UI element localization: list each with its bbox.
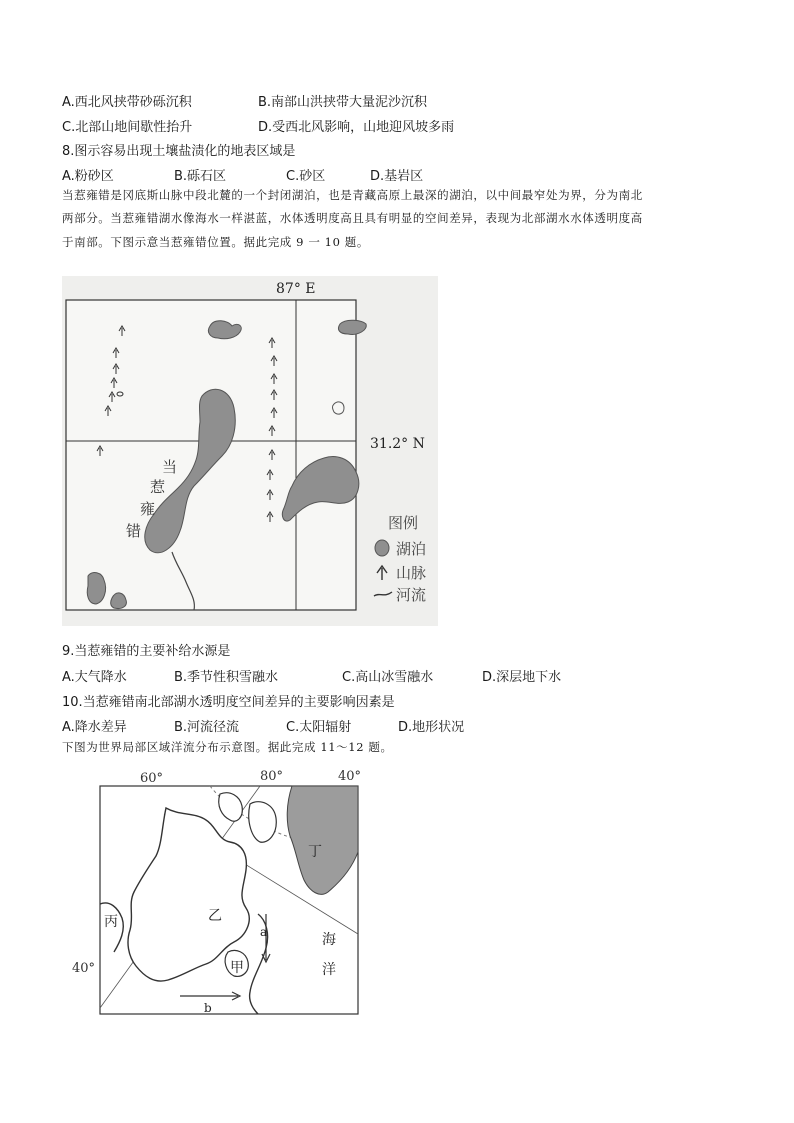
current-label-a: a (260, 925, 268, 939)
q7-option-c: C.北部山地间歇性抬升 (62, 120, 193, 135)
lake-southwest-1 (87, 573, 105, 604)
current-label-b: b (204, 1001, 212, 1015)
lake-name-char-3: 雍 (140, 500, 156, 518)
legend-title: 图例 (388, 514, 419, 532)
q8-option-a: A.粉砂区 (62, 169, 114, 184)
passage-line-2: 两部分。当惹雍错湖水像海水一样湛蓝，水体透明度高且具有明显的空间差异，表现为北部湖水水体透明度高 (62, 211, 643, 225)
ocean-label-2: 洋 (322, 962, 336, 978)
q7-option-a: A.西北风挟带砂砾沉积 (62, 95, 192, 110)
longitude-label: 87° E (276, 281, 316, 297)
lake-icon (375, 540, 389, 556)
ocean-map-svg (70, 764, 370, 1020)
region-label-yi: 乙 (208, 908, 222, 924)
passage-line-1: 当惹雍错是冈底斯山脉中段北麓的一个封闭湖泊，也是青藏高原上最深的湖泊，以中间最窄处为界，分为南北 (62, 188, 643, 202)
legend-lake-label: 湖泊 (396, 540, 427, 558)
passage-line-3: 于南部。下图示意当惹雍错位置。据此完成 9 一 10 题。 (62, 235, 369, 249)
legend-river-label: 河流 (396, 586, 427, 604)
q9-option-b: B.季节性积雪融水 (174, 670, 279, 685)
legend-mountain-label: 山脉 (396, 564, 427, 582)
ocean-label-1: 海 (322, 932, 336, 948)
q10-option-a: A.降水差异 (62, 720, 127, 735)
q8-stem: 8.图示容易出现土壤盐渍化的地表区域是 (62, 144, 296, 159)
q9-option-a: A.大气降水 (62, 670, 127, 685)
q10-option-c: C.太阳辐射 (286, 720, 352, 735)
q10-option-b: B.河流径流 (174, 720, 240, 735)
latitude-label: 31.2° N (370, 436, 425, 452)
q10-option-d: D.地形状况 (398, 720, 465, 735)
passage-2: 下图为世界局部区域洋流分布示意图。据此完成 11～12 题。 (62, 740, 393, 754)
q7-option-b: B.南部山洪挟带大量泥沙沉积 (258, 95, 428, 110)
lon-label-60: 60° (140, 771, 164, 786)
q8-option-d: D.基岩区 (370, 169, 424, 184)
q10-stem: 10.当惹雍错南北部湖水透明度空间差异的主要影响因素是 (62, 695, 395, 710)
lake-name-char-1: 当 (162, 458, 178, 476)
q8-option-c: C.砂区 (286, 169, 326, 184)
lon-label-80: 80° (260, 769, 284, 784)
lake-name-char-4: 错 (126, 522, 142, 540)
q9-stem: 9.当惹雍错的主要补给水源是 (62, 644, 231, 659)
dangqiong-lake-map (62, 276, 438, 626)
region-label-jia: 甲 (230, 960, 244, 976)
q7-option-d: D.受西北风影响，山地迎风坡多雨 (258, 120, 455, 135)
ocean-current-map (70, 764, 370, 1020)
lake-map-svg (62, 276, 438, 626)
lon-label-40: 40° (338, 769, 362, 784)
lat-label-40: 40° (72, 961, 96, 976)
q9-option-c: C.高山冰雪融水 (342, 670, 434, 685)
q8-option-b: B.砾石区 (174, 169, 227, 184)
region-label-bing: 丙 (104, 914, 118, 930)
q9-option-d: D.深层地下水 (482, 670, 562, 685)
region-label-ding: 丁 (308, 844, 322, 860)
lake-name-char-2: 惹 (150, 478, 166, 496)
